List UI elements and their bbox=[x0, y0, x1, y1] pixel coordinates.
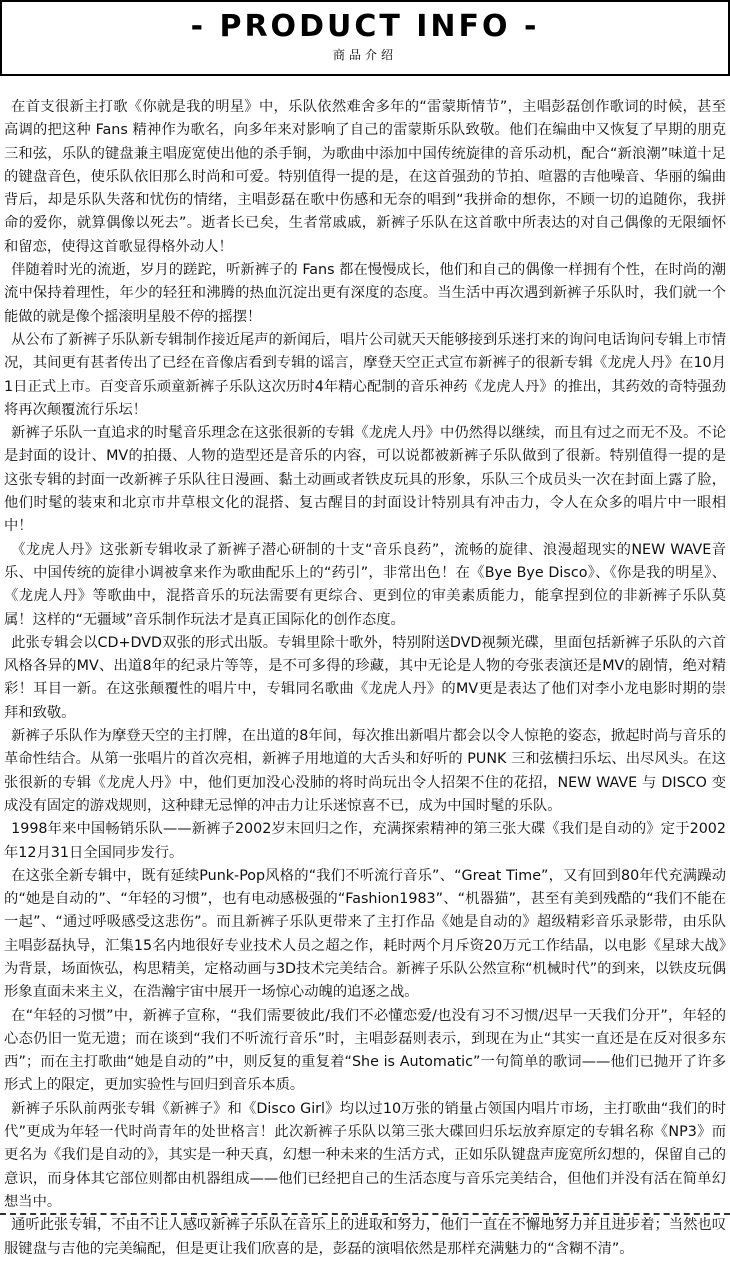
paragraph-7: 新裤子乐队作为摩登天空的主打牌，在出道的8年间，每次推出新唱片都会以令人惊艳的姿态，掀起时尚与音乐的革命性结合。从第一张唱片的首次亮相，新裤子用地道的大舌头和好听的 PUNK 三和弦横扫乐坛、出尽风头。在这张很新的专辑《龙虎人丹》中，他们更加没心没肺的将时尚玩出令人招架不住的花招，NEW WAVE 与 DISCO 变成没有固定的游戏规则，这种肆无忌惮的冲击力让乐迷惊喜不已，成为中国时髦的乐队。 bbox=[4, 728, 726, 814]
header-subtitle: 商品介绍 bbox=[332, 48, 397, 62]
paragraph-4: 新裤子乐队一直追求的时髦音乐理念在这张很新的专辑《龙虎人丹》中仍然得以继续，而且有过之而无不及。不论是封面的设计、MV的拍摄、人物的造型还是音乐的内容，可以说都被新裤子乐队做到了很新。特别值得一提的是这张专辑的封面一改新裤子乐队往日漫画、黏土动画或者铁皮玩具的形象，乐队三个成员头一次在封面上露了脸，他们时髦的装束和北京市井草根文化的混搭、复古醒目的封面设计特别具有冲击力，令人在众多的唱片中一眼相中！ bbox=[4, 425, 726, 535]
paragraph-12: 通听此张专辑，不由不让人感叹新裤子乐队在音乐上的进取和努力，他们一直在不懈地努力并且进步着；当然也叹服键盘与吉他的完美编配，但是更让我们欣喜的是，彭磊的演唱依然是那样充满魅力的“含糊不清”。 bbox=[4, 1217, 726, 1257]
paragraph-3: 从公布了新裤子乐队新专辑制作接近尾声的新闻后，唱片公司就天天能够接到乐迷打来的询问电话询问专辑上市情况，其间更有甚者传出了已经在音像店看到专辑的谣言，摩登天空正式宣布新裤子的很新专辑《龙虎人丹》在10月1日正式上市。百变音乐顽童新裤子乐队这次历时4年精心配制的音乐神药《龙虎人丹》的推出，其药效的奇特强劲将再次颠覆流行乐坛！ bbox=[4, 331, 726, 418]
product-description bbox=[4, 96, 726, 1261]
paragraph-9: 在这张全新专辑中，既有延续Punk-Pop风格的“我们不听流行音乐”、“Great Time”，又有回到80年代充满躁动的“她是自动的”、“年轻的习惯”，也有电动感极强的“Fashion1983”、“机器猫”，甚至有美到残酷的“我们不能在一起”、“通过呼吸感受这悲伤”。而且新裤子乐队更带来了主打作品《她是自动的》超级精彩音乐录影带，由乐队主唱彭磊执导，汇集15名内地很好专业技术人员之超之作，耗时两个月斥资20万元工作结晶，以电影《星球大战》为背景，场面恢弘，构思精美，定格动画与3D技术完美结合。新裤子乐队公然宣称“机械时代”的到来，以铁皮玩偶形象直面未来主义，在浩瀚宇宙中展开一场惊心动魄的追逐之战。 bbox=[4, 867, 726, 1001]
paragraph-6: 此张专辑会以CD+DVD双张的形式出版。专辑里除十歌外，特别附送DVD视频光碟，里面包括新裤子乐队的六首风格各异的MV、出道8年的纪录片等等，是不可多得的珍藏，其中无论是人物的夸张表演还是MV的剧情，绝对精彩！耳目一新。在这张颠覆性的唱片中，专辑同名歌曲《龙虎人丹》的MV更是表达了他们对李小龙电影时期的崇拜和致敬。 bbox=[4, 634, 726, 721]
paragraph-11: 新裤子乐队前两张专辑《新裤子》和《Disco Girl》均以过10万张的销量占领国内唱片市场，主打歌曲“我们的时代”更成为年轻一代时尚青年的处世格言！此次新裤子乐队以第三张大碟回归乐坛放弃原定的专辑名称《NP3》而更名为《我们是自动的》，其实是一种天真，幻想一种未来的生活方式，正如乐队键盘声庞宽所幻想的，保留自己的意识，而身体其它部位则都由机器组成——他们已经把自己的生活态度与音乐完美结合，但他们并没有活在简单幻想当中。 bbox=[4, 1100, 726, 1210]
paragraph-8: 1998年来中国畅销乐队——新裤子2002岁末回归之作，充满探索精神的第三张大碟《我们是自动的》定于2002年12月31日全国同步发行。 bbox=[4, 821, 726, 861]
header-title: - PRODUCT INFO - bbox=[190, 9, 540, 44]
paragraph-10: 在“年轻的习惯”中，新裤子宣称，“我们需要彼此/我们不必懂恋爱/也没有习不习惯/迟早一天我们分开”，年轻的心态仍旧一览无遗；而在谈到“我们不听流行音乐”时，主唱彭磊则表示，到现在为止“其实一直还是在反对很多东西”；而在主打歌曲“她是自动的”中，则反复的重复着“She is Automatic”一句简单的歌词——他们已抛开了许多形式上的限定，更加实验性与回归到音乐本质。 bbox=[4, 1007, 726, 1094]
paragraph-5: 《龙虎人丹》这张新专辑收录了新裤子潜心研制的十支“音乐良药”，流畅的旋律、浪漫超现实的NEW WAVE音乐、中国传统的旋律小调被拿来作为歌曲配乐上的“药引”，非常出色！在《Bye Bye Disco》、《你是我的明星》、《龙虎人丹》等歌曲中，混搭音乐的玩法需要有更综合、更到位的审美素质能力，能拿捏到位的非新裤子乐队莫属！这样的“无疆域”音乐制作玩法才是真正国际化的创作态度。 bbox=[4, 541, 726, 628]
product-info-header bbox=[0, 0, 730, 76]
paragraph-1: 在首支很新主打歌《你就是我的明星》中，乐队依然难舍多年的“雷蒙斯情节”，主唱彭磊创作歌词的时候，甚至高调的把这种 Fans 精神作为歌名，向多年来对影响了自己的雷蒙斯乐队致敬。他们在编曲中又恢复了早期的朋克三和弦，乐队的键盘兼主唱庞宽使出他的杀手锏，为歌曲中添加中国传统旋律的音乐动机，配合“新浪潮”味道十足的键盘音色，使乐队依旧那么时尚和可爱。特别值得一提的是，在这首强劲的节拍、喧嚣的吉他噪音、华丽的编曲背后，却是乐队失落和忧伤的情绪，主唱彭磊在歌中伤感和无奈的唱到“我拼命的想你，不顾一切的追随你，我拼命的爱你，就算偶像以死去”。逝者长已矣，生者常戚戚，新裤子乐队在这首歌中所表达的对自己偶像的无限缅怀和留恋，使得这首歌显得格外动人！ bbox=[4, 99, 726, 255]
bottom-divider bbox=[0, 1213, 730, 1215]
paragraph-2: 伴随着时光的流逝，岁月的蹉跎，听新裤子的 Fans 都在慢慢成长，他们和自己的偶像一样拥有个性，在时尚的潮流中保持着理性，年少的轻狂和沸腾的热血沉淀出更有深度的态度。当生活中再次遇到新裤子乐队时，我们就一个能做的就是像个摇滚明星般不停的摇摆！ bbox=[4, 262, 726, 325]
